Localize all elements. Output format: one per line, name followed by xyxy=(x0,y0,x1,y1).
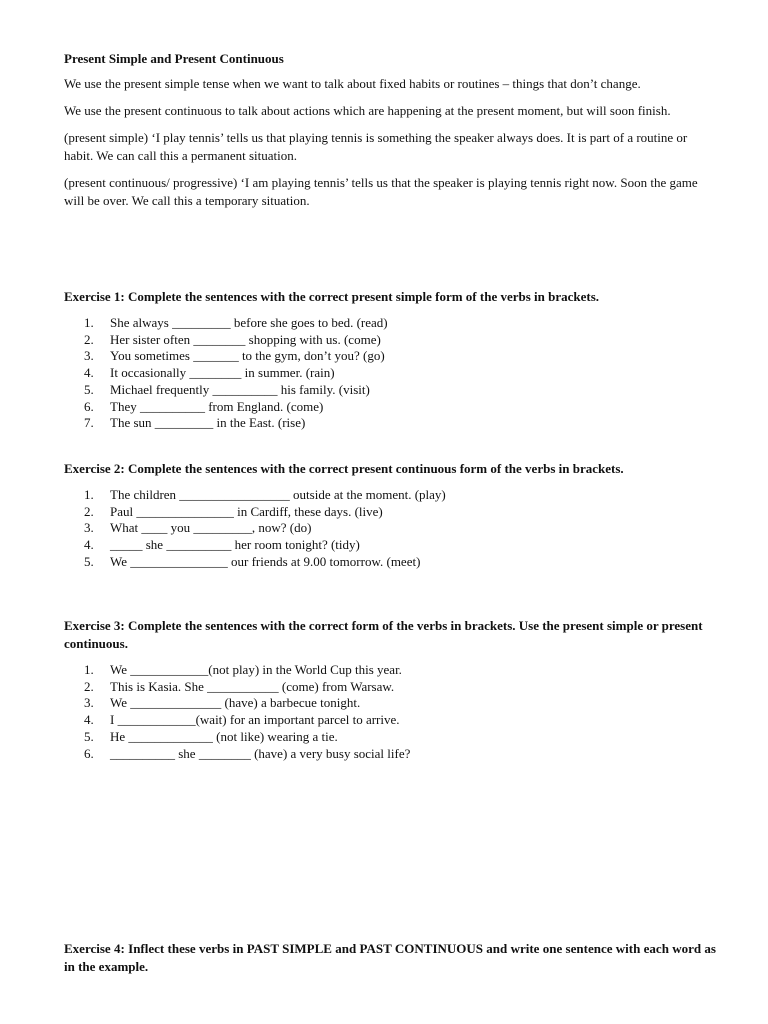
list-item xyxy=(64,487,716,504)
item-text: The children _________________ outside at the moment. (play) xyxy=(110,487,446,502)
item-number: 2. xyxy=(84,503,94,519)
list-item xyxy=(64,382,716,399)
item-text: Paul _______________ in Cardiff, these days. (live) xyxy=(110,503,383,519)
item-number: 4. xyxy=(84,537,94,553)
item-text: The sun _________ in the East. (rise) xyxy=(110,415,306,431)
list-item xyxy=(64,415,716,432)
exercise-3-heading: Exercise 3: Complete the sentences with the correct form of the verbs in brackets. Use the present simple or present continuous. xyxy=(64,618,703,651)
item-text: She always _________ before she goes to bed. (read) xyxy=(110,315,388,330)
item-number: 1. xyxy=(84,487,94,502)
item-text: _____ she __________ her room tonight? (tidy) xyxy=(110,537,360,553)
item-text: We ____________(not play) in the World Cup this year. xyxy=(110,662,402,677)
item-number: 7. xyxy=(84,415,94,431)
exercise-4-heading: Exercise 4: Inflect these verbs in PAST SIMPLE and PAST CONTINUOUS and write one sentence with each word as in the example. xyxy=(64,941,716,974)
item-text: Michael frequently __________ his family. (visit) xyxy=(110,381,370,397)
item-number: 5. xyxy=(84,381,94,397)
item-text: He _____________ (not like) wearing a tie. xyxy=(110,728,338,744)
list-item xyxy=(64,332,716,349)
list-item xyxy=(64,662,716,679)
item-text: They __________ from England. (come) xyxy=(110,398,324,414)
item-number: 4. xyxy=(84,365,94,381)
item-number: 4. xyxy=(84,712,94,728)
item-number: 1. xyxy=(84,315,94,330)
intro-paragraph: (present simple) ‘I play tennis’ tells us that playing tennis is something the speaker always does. It is part of a routine or habit. We can call this a permanent situation. xyxy=(64,130,688,163)
item-text: I ____________(wait) for an important parcel to arrive. xyxy=(110,712,400,728)
item-number: 3. xyxy=(84,348,94,364)
exercise-3-list xyxy=(64,662,716,762)
exercise-1-list xyxy=(64,315,716,432)
list-item xyxy=(64,679,716,696)
item-text: Her sister often ________ shopping with us. (come) xyxy=(110,331,381,347)
item-text: It occasionally ________ in summer. (rain) xyxy=(110,365,335,381)
list-item xyxy=(64,504,716,521)
item-number: 1. xyxy=(84,662,94,677)
item-text: We _______________ our friends at 9.00 tomorrow. (meet) xyxy=(110,553,421,569)
item-text: What ____ you _________, now? (do) xyxy=(110,520,312,536)
item-text: __________ she ________ (have) a very busy social life? xyxy=(110,745,411,761)
exercise-3-section xyxy=(64,617,716,762)
exercise-2-section xyxy=(64,460,716,571)
list-item xyxy=(64,399,716,416)
list-item xyxy=(64,365,716,382)
list-item xyxy=(64,520,716,537)
exercise-1-section xyxy=(64,288,716,432)
item-number: 2. xyxy=(84,331,94,347)
intro-paragraph: We use the present simple tense when we want to talk about fixed habits or routines – things that don’t change. xyxy=(64,76,641,91)
intro-paragraph: (present continuous/ progressive) ‘I am playing tennis’ tells us that the speaker is playing tennis right now. Soon the game will be over. We call this a temporary situation. xyxy=(64,175,698,208)
item-text: We ______________ (have) a barbecue tonight. xyxy=(110,695,361,711)
list-item xyxy=(64,554,716,571)
worksheet-page xyxy=(64,50,716,974)
exercise-1-heading: Exercise 1: Complete the sentences with the correct present simple form of the verbs in brackets. xyxy=(64,289,600,304)
item-number: 5. xyxy=(84,728,94,744)
list-item xyxy=(64,537,716,554)
exercise-2-heading: Exercise 2: Complete the sentences with the correct present continuous form of the verbs in brackets. xyxy=(64,461,624,476)
exercise-2-list xyxy=(64,487,716,571)
list-item xyxy=(64,695,716,712)
list-item xyxy=(64,712,716,729)
list-item xyxy=(64,348,716,365)
intro-section xyxy=(64,50,716,210)
item-number: 3. xyxy=(84,695,94,711)
item-number: 6. xyxy=(84,745,94,761)
item-number: 6. xyxy=(84,398,94,414)
list-item xyxy=(64,746,716,763)
item-number: 5. xyxy=(84,553,94,569)
item-text: This is Kasia. She ___________ (come) from Warsaw. xyxy=(110,678,395,694)
item-number: 2. xyxy=(84,678,94,694)
item-number: 3. xyxy=(84,520,94,536)
exercise-4-section xyxy=(64,940,716,976)
list-item xyxy=(64,729,716,746)
list-item xyxy=(64,315,716,332)
intro-paragraph: We use the present continuous to talk about actions which are happening at the present moment, but will soon finish. xyxy=(64,103,671,118)
item-text: You sometimes _______ to the gym, don’t you? (go) xyxy=(110,348,385,364)
page-title: Present Simple and Present Continuous xyxy=(64,51,284,66)
